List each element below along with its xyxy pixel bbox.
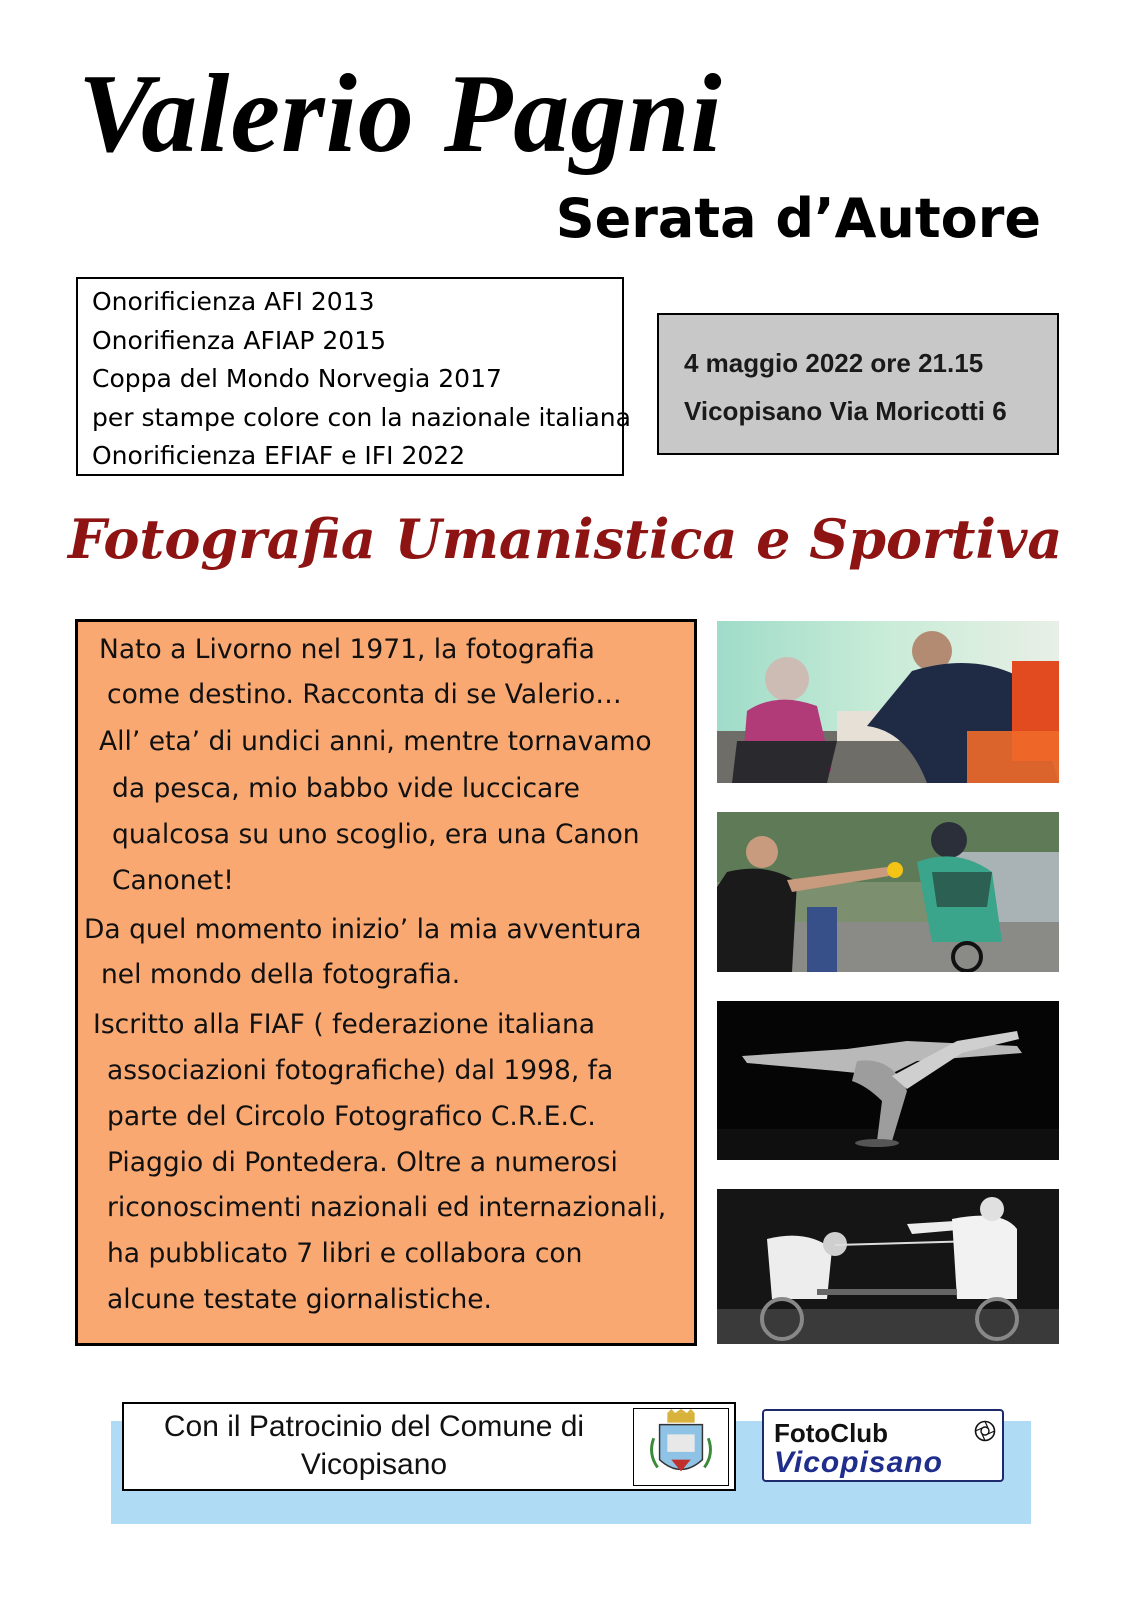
municipality-crest-logo <box>633 1408 729 1486</box>
bio-line: parte del Circolo Fotografico C.R.E.C. <box>107 1101 596 1132</box>
bio-line: riconoscimenti nazionali ed internazionali, <box>107 1192 667 1223</box>
bio-line: nel mondo della fotografia. <box>101 959 461 990</box>
bio-line: come destino. Racconta di se Valerio… <box>107 679 622 710</box>
bio-line: Canonet! <box>112 865 234 896</box>
bio-line: Piaggio di Pontedera. Oltre a numerosi <box>107 1147 618 1178</box>
bio-line: Nato a Livorno nel 1971, la fotografia <box>99 634 595 665</box>
club-name-bottom: Vicopisano <box>774 1446 943 1479</box>
award-line: Onorifienza AFIAP 2015 <box>92 325 387 355</box>
award-line: Onorificienza EFIAF e IFI 2022 <box>92 441 466 470</box>
dancers-photo <box>717 1001 1059 1160</box>
elderly-visit-photo <box>717 621 1059 783</box>
patronage-line: Vicopisano <box>300 1448 448 1481</box>
bio-line: associazioni fotografiche) dal 1998, fa <box>107 1055 614 1086</box>
bio-line: qualcosa su uno scoglio, era una Canon <box>112 819 640 850</box>
event-datetime: 4 maggio 2022 ore 21.15 <box>684 348 984 378</box>
bio-line: Iscritto alla FIAF ( federazione italiana <box>93 1009 595 1040</box>
bio-line: alcune testate giornalistiche. <box>107 1284 492 1315</box>
bio-line: ha pubblicato 7 libri e collabora con <box>107 1238 583 1269</box>
wheelchair-fencing-photo <box>717 1189 1059 1344</box>
section-heading: Fotografia Umanistica e Sportiva <box>68 507 1063 571</box>
camera-shutter-icon <box>974 1420 996 1442</box>
award-line: Coppa del Mondo Norvegia 2017 <box>92 364 502 393</box>
patronage-line: Con il Patrocinio del Comune di <box>163 1410 585 1443</box>
award-line: Onorificienza AFI 2013 <box>92 287 375 316</box>
bio-line: da pesca, mio babbo vide luccicare <box>112 773 580 804</box>
cycling-water-photo <box>717 812 1059 972</box>
awards-box <box>76 277 631 476</box>
club-name-top: FotoClub <box>774 1418 889 1448</box>
poster-title: Valerio Pagni <box>78 52 723 176</box>
biography-box <box>75 619 697 1346</box>
fotoclub-logo <box>762 1409 1004 1482</box>
bio-line: All’ eta’ di undici anni, mentre tornavamo <box>99 726 652 757</box>
event-location: Vicopisano Via Moricotti 6 <box>684 396 1007 426</box>
poster-subtitle: Serata d’Autore <box>555 187 1041 250</box>
bio-line: Da quel momento inizio’ la mia avventura <box>84 914 642 945</box>
event-info-box <box>657 313 1059 455</box>
award-line: per stampe colore con la nazionale italiana <box>92 402 631 432</box>
